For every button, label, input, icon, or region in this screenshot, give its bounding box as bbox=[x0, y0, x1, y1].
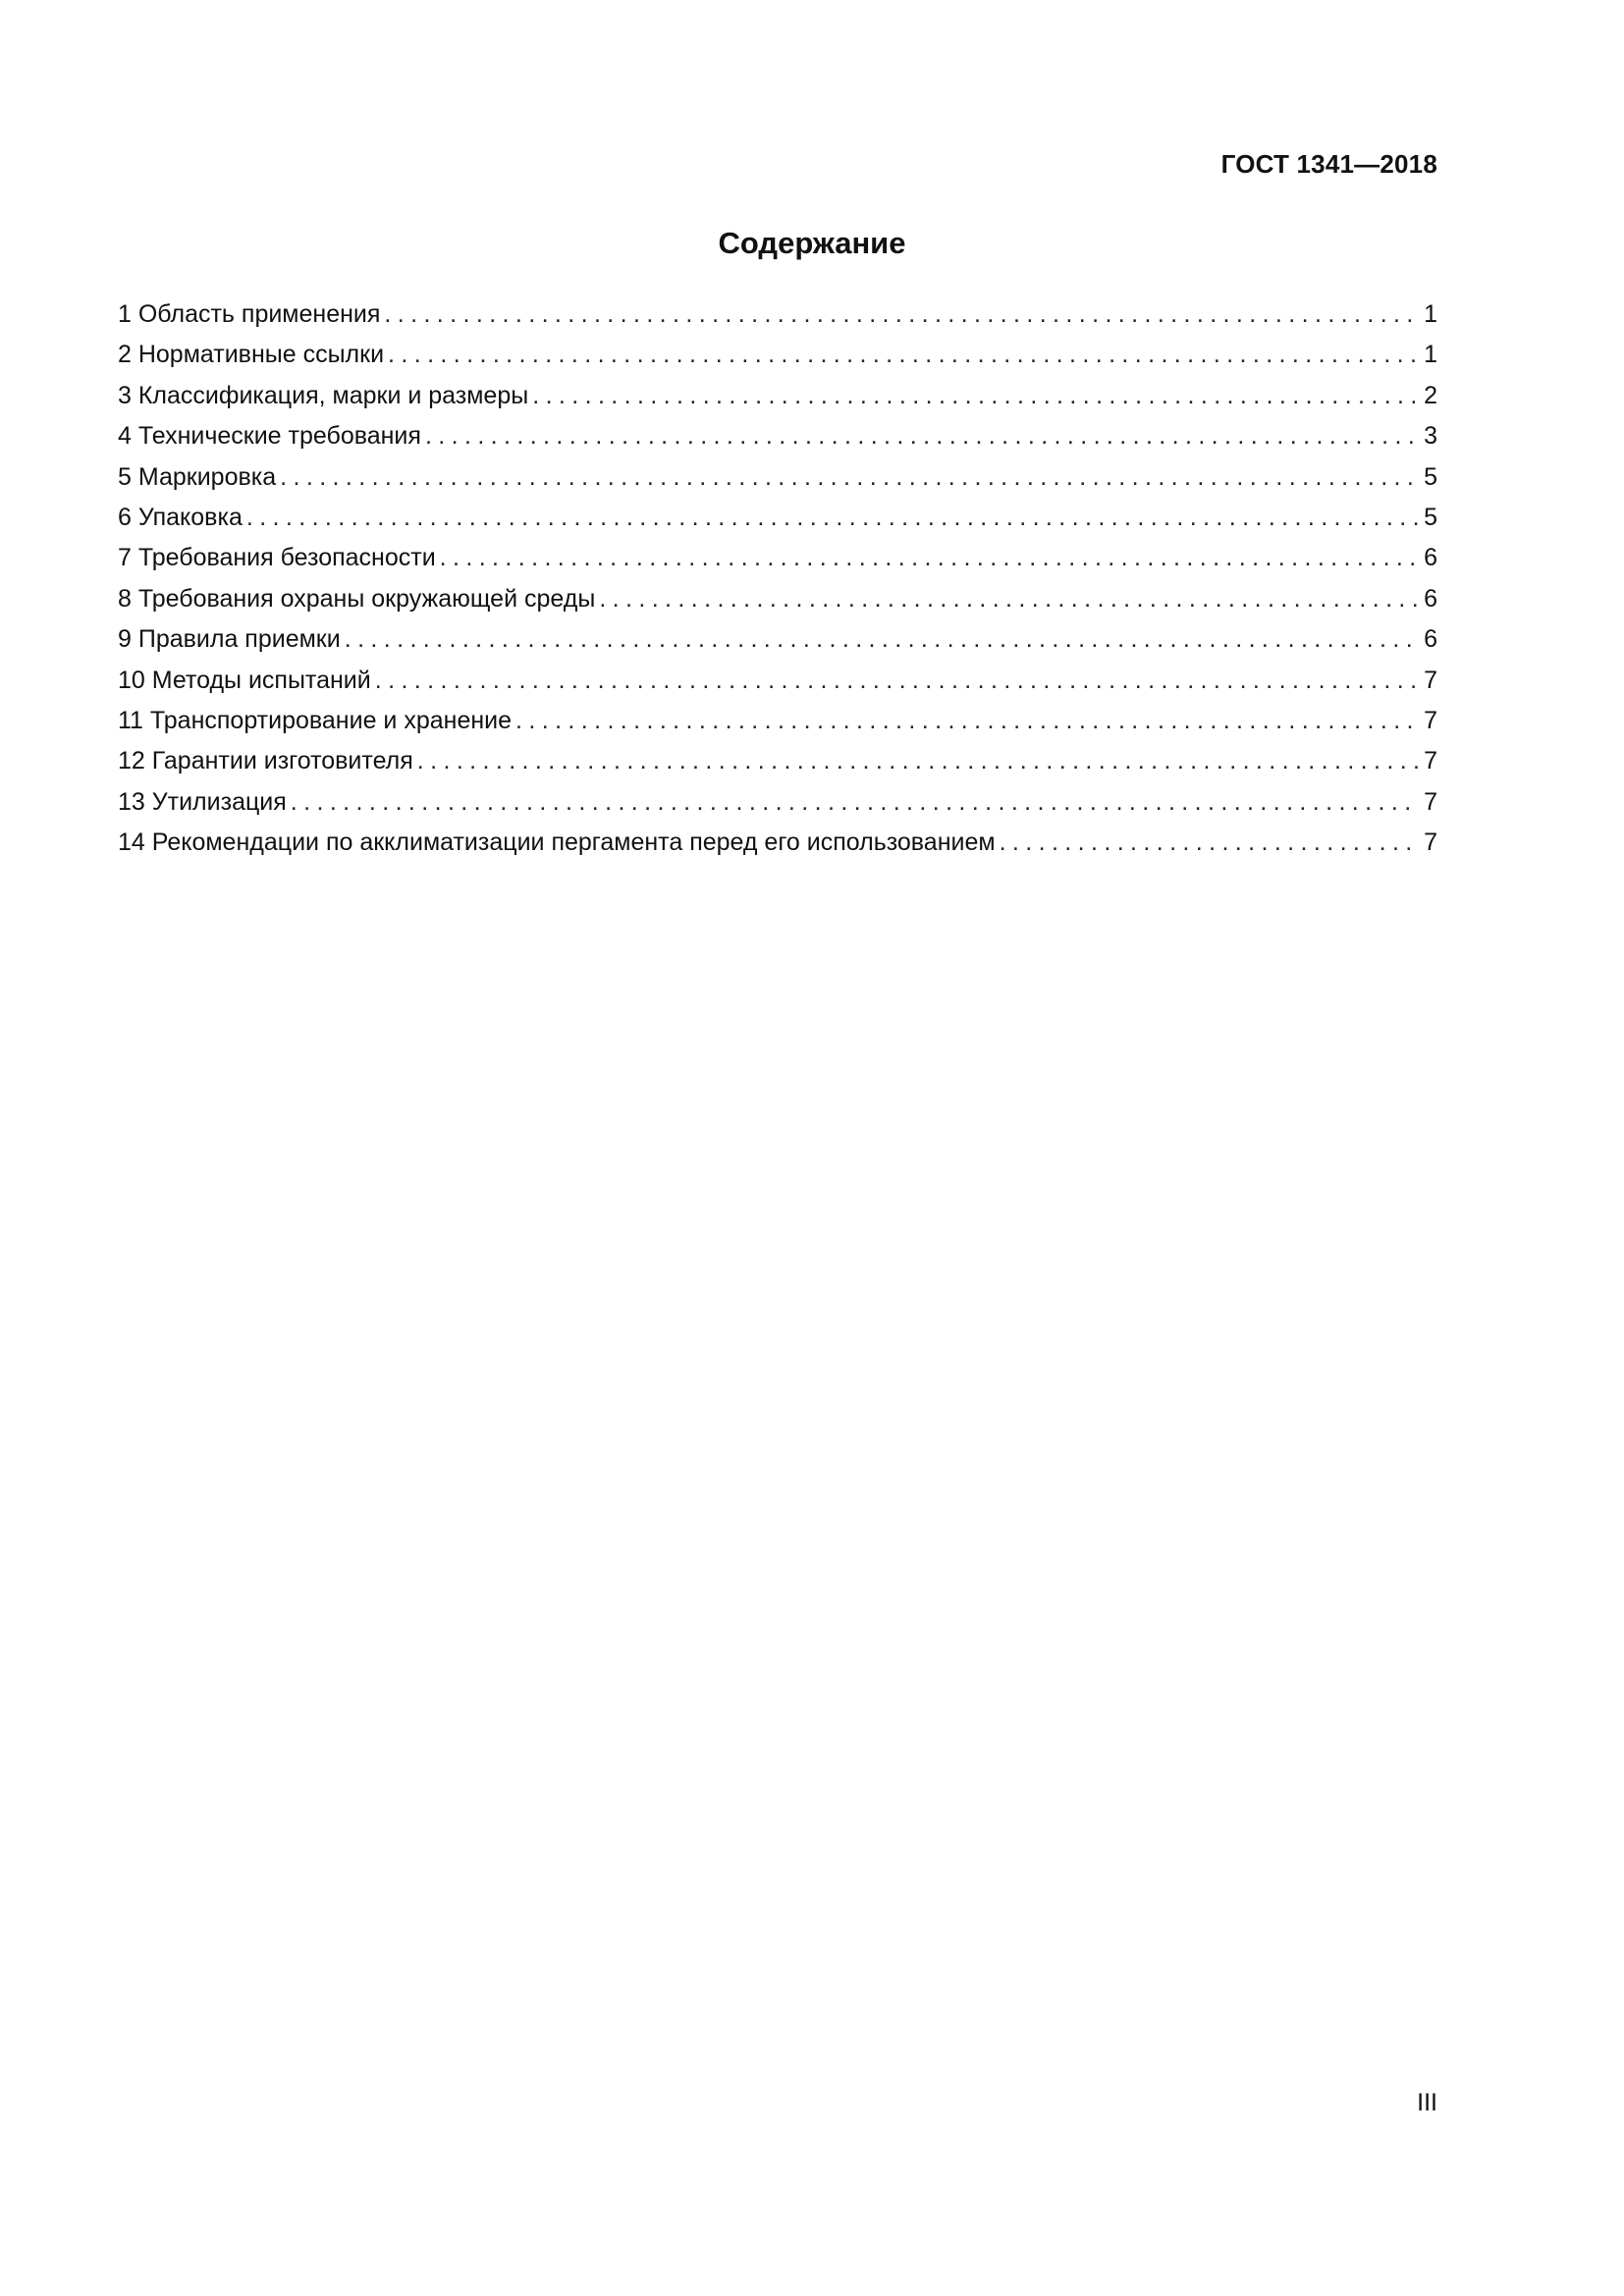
toc-item-label: 8 Требования охраны окружающей среды bbox=[118, 584, 596, 613]
toc-item-page: 7 bbox=[1424, 706, 1437, 734]
toc-item[interactable] bbox=[118, 741, 1437, 781]
toc-item-label: 10 Методы испытаний bbox=[118, 666, 371, 694]
toc-item-label: 5 Маркировка bbox=[118, 462, 277, 491]
toc-leader-dots bbox=[515, 701, 1418, 741]
toc-item-page: 7 bbox=[1424, 828, 1437, 857]
toc-item[interactable] bbox=[118, 538, 1437, 578]
toc-leader-dots bbox=[599, 579, 1418, 619]
toc-item[interactable] bbox=[118, 294, 1437, 335]
toc-item[interactable] bbox=[118, 376, 1437, 416]
toc-item-label: 13 Утилизация bbox=[118, 787, 287, 816]
toc-leader-dots bbox=[1000, 823, 1418, 863]
toc-item-label: 2 Нормативные ссылки bbox=[118, 341, 385, 369]
toc-item[interactable] bbox=[118, 457, 1437, 498]
toc-leader-dots bbox=[291, 782, 1418, 823]
toc-item[interactable] bbox=[118, 619, 1437, 660]
toc-item-page: 2 bbox=[1424, 381, 1437, 409]
toc-item-label: 3 Классификация, марки и размеры bbox=[118, 381, 529, 409]
toc-item[interactable] bbox=[118, 661, 1437, 701]
toc-item-page: 5 bbox=[1424, 462, 1437, 491]
toc-item[interactable] bbox=[118, 498, 1437, 538]
toc-item[interactable] bbox=[118, 782, 1437, 823]
toc-title: Содержание bbox=[718, 226, 906, 260]
toc-leader-dots bbox=[388, 335, 1418, 375]
table-of-contents bbox=[118, 294, 1437, 863]
toc-item-label: 1 Область применения bbox=[118, 300, 381, 328]
toc-leader-dots bbox=[440, 538, 1418, 578]
toc-item-label: 7 Требования безопасности bbox=[118, 544, 436, 572]
toc-item-label: 12 Гарантии изготовителя bbox=[118, 747, 413, 775]
toc-item-label: 4 Технические требования bbox=[118, 422, 421, 451]
toc-leader-dots bbox=[345, 619, 1418, 660]
toc-item-page: 6 bbox=[1424, 544, 1437, 572]
toc-leader-dots bbox=[280, 457, 1418, 498]
toc-item[interactable] bbox=[118, 416, 1437, 456]
toc-item-page: 6 bbox=[1424, 584, 1437, 613]
toc-item-page: 1 bbox=[1424, 341, 1437, 369]
toc-item[interactable] bbox=[118, 823, 1437, 863]
toc-leader-dots bbox=[425, 416, 1418, 456]
toc-item-label: 6 Упаковка bbox=[118, 503, 243, 531]
toc-item-page: 3 bbox=[1424, 422, 1437, 451]
toc-leader-dots bbox=[384, 294, 1418, 335]
toc-item-page: 7 bbox=[1424, 747, 1437, 775]
toc-leader-dots bbox=[375, 661, 1418, 701]
toc-item-page: 7 bbox=[1424, 787, 1437, 816]
toc-item-page: 5 bbox=[1424, 503, 1437, 531]
toc-item-page: 7 bbox=[1424, 666, 1437, 694]
toc-item-label: 14 Рекомендации по акклиматизации пергамента перед его использованием bbox=[118, 828, 996, 857]
toc-item-page: 6 bbox=[1424, 625, 1437, 654]
standard-code: ГОСТ 1341—2018 bbox=[1220, 149, 1437, 179]
toc-leader-dots bbox=[532, 376, 1418, 416]
toc-item[interactable] bbox=[118, 701, 1437, 741]
toc-item-label: 9 Правила приемки bbox=[118, 625, 341, 654]
toc-leader-dots bbox=[417, 741, 1418, 781]
toc-item[interactable] bbox=[118, 335, 1437, 375]
page-number: III bbox=[1417, 2089, 1437, 2116]
toc-item-label: 11 Транспортирование и хранение bbox=[118, 706, 513, 734]
toc-item-page: 1 bbox=[1424, 300, 1437, 328]
toc-item[interactable] bbox=[118, 579, 1437, 619]
toc-leader-dots bbox=[246, 498, 1418, 538]
